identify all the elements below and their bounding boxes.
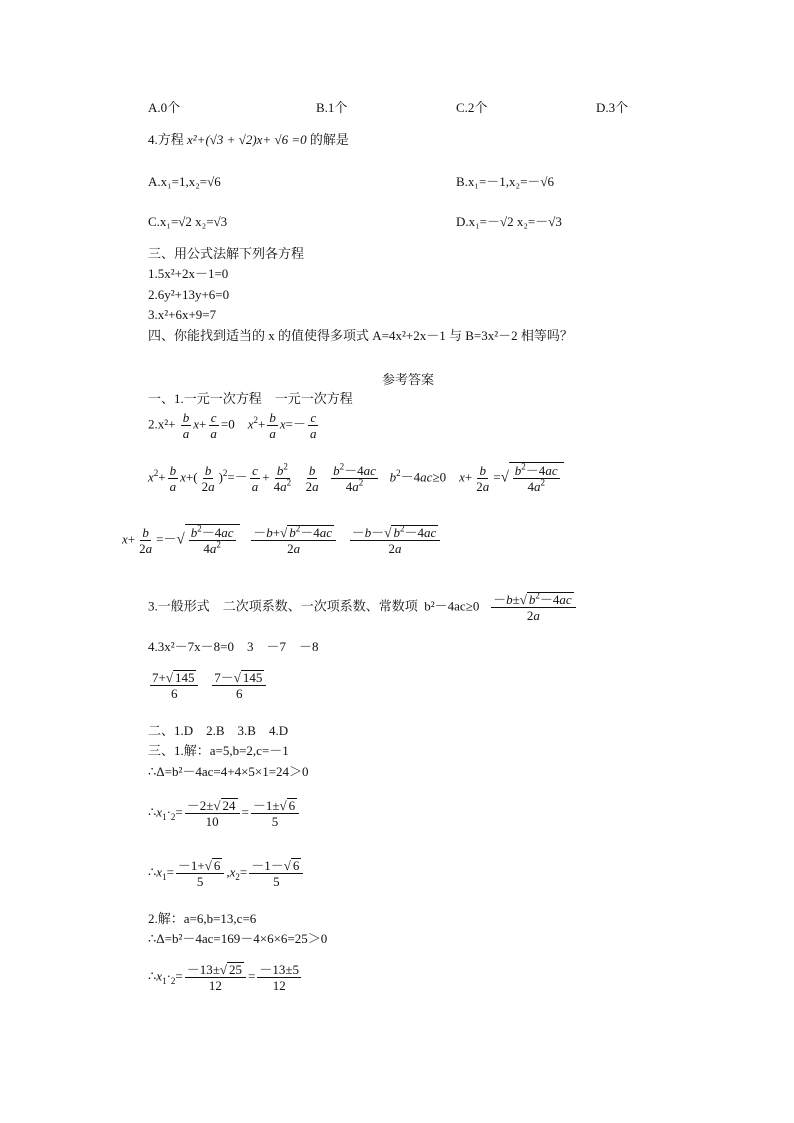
solution-1-roots: $\therefore x_1=$ $\frac{-1+√ 6}{5}$ $,x_2=$ $\frac{-1-√ 6}{5}$	[148, 858, 305, 889]
solution-1-title: 三、1.解：a=5,b=2,c=－1	[148, 743, 289, 758]
fraction-c-over-a-2: $\frac{c}{a}$	[309, 410, 317, 441]
section-3-problem-2: 2.6y²+13y+6=0	[148, 287, 230, 302]
solution-2-formula: $\therefore x_1\cdot_2=$ $\frac{-13\pm√ 25}{12}$ = $\frac{-13\pm 5}{12}$	[148, 962, 300, 993]
a3-prefix: 3.一般形式 二次项系数、一次项系数、常数项	[148, 598, 418, 614]
q4-stem-post: 的解是	[306, 132, 349, 147]
solution-1-delta: ∴Δ=b²－4ac=4+4×5×1=24＞0	[148, 764, 309, 779]
answer-1-1: 一、1.一元一次方程 一元一次方程	[148, 391, 353, 406]
answer-1-3: 3.一般形式 二次项系数、一次项系数、常数项 b²－4ac≥0 $\frac{-b\pm√ b^2-4ac}{2a}$	[148, 592, 578, 623]
a2-prefix: 2.x²+	[148, 416, 176, 432]
fraction-b-over-a: $\frac{b}{a}$	[182, 410, 190, 441]
section-3-problem-3: 3.x²+6x+9=7	[148, 307, 217, 322]
answer-1-2-row1: 2.x²+ $\frac{b}{a}$ x+ $\frac{c}{a}$ =0 $x^2+$ $\frac{b}{a}$ x=－ $\frac{c}{a}$	[148, 410, 317, 441]
option-c: C.2个	[456, 100, 488, 115]
q4-option-a: A.x₁=1,x₂=√6	[148, 174, 221, 189]
answer-1-4: 4.3x²－7x－8=0 3 －7 －8	[148, 639, 319, 654]
section-3-problem-1: 1.5x²+2x－1=0	[148, 266, 229, 281]
question-4	[148, 132, 349, 148]
q4-stem-pre: 4.方程	[148, 132, 188, 147]
answer-1-2-row2: $x^2+$ $\frac{b}{a}$ x+( $\frac{b}{2a}$ )$^2$=－ $\frac{c}{a}$ + $\frac{b^2}{4a^2}$ $\frac{b}{2a}$ $\frac{b^2-4ac}{4a^2}$ $b^2-4ac\ge 0$ x+ $\frac{b}{2a}$ =√ $\frac{b^2-4ac}{4a^2}$	[148, 462, 564, 494]
answer-2: 二、1.D 2.B 3.B 4.D	[148, 723, 289, 738]
q4-option-c: C.x₁=√2 x₂=√3	[148, 214, 228, 229]
answer-1-4-roots: $\frac{7+√ 145}{6}$ $\frac{7-√ 145}{6}$	[148, 670, 268, 701]
a3-condition: b²－4ac≥0	[424, 598, 480, 614]
fraction-c-over-a: $\frac{c}{a}$	[210, 410, 217, 441]
q4-option-d: D.x₁=－√2 x₂=－√3	[456, 214, 562, 229]
q4-equation: x²+(√3 + √2)x+ √6 =0	[187, 132, 307, 147]
answer-1-2-row3: x+ $\frac{b}{2a}$ =－√ $\frac{b^2-4ac}{4a^2}$ $\frac{-b+√ b^2-4ac}{2a}$ $\frac{-b-√ b^2-4ac}{2a}$	[122, 524, 442, 556]
answers-title: 参考答案	[382, 372, 435, 387]
solution-1-formula: $\therefore x_1\cdot_2=$ $\frac{-2\pm√ 24}{10}$ = $\frac{-1\pm√ 6}{5}$	[148, 798, 301, 829]
option-b: B.1个	[316, 100, 348, 115]
option-a: A.0个	[148, 100, 181, 115]
q4-option-b: B.x₁=－1,x₂=－√6	[456, 174, 555, 189]
solution-2-title: 2.解：a=6,b=13,c=6	[148, 911, 257, 926]
solution-2-delta: ∴Δ=b²－4ac=169－4×6×6=25＞0	[148, 931, 328, 946]
option-d: D.3个	[596, 100, 629, 115]
section-3-title: 三、用公式法解下列各方程	[148, 246, 305, 261]
section-4-question: 四、你能找到适当的 x 的值使得多项式 A=4x²+2x－1 与 B=3x²－2 相等吗？	[148, 328, 573, 343]
fraction-b-over-a-2: $\frac{b}{a}$	[269, 410, 276, 441]
